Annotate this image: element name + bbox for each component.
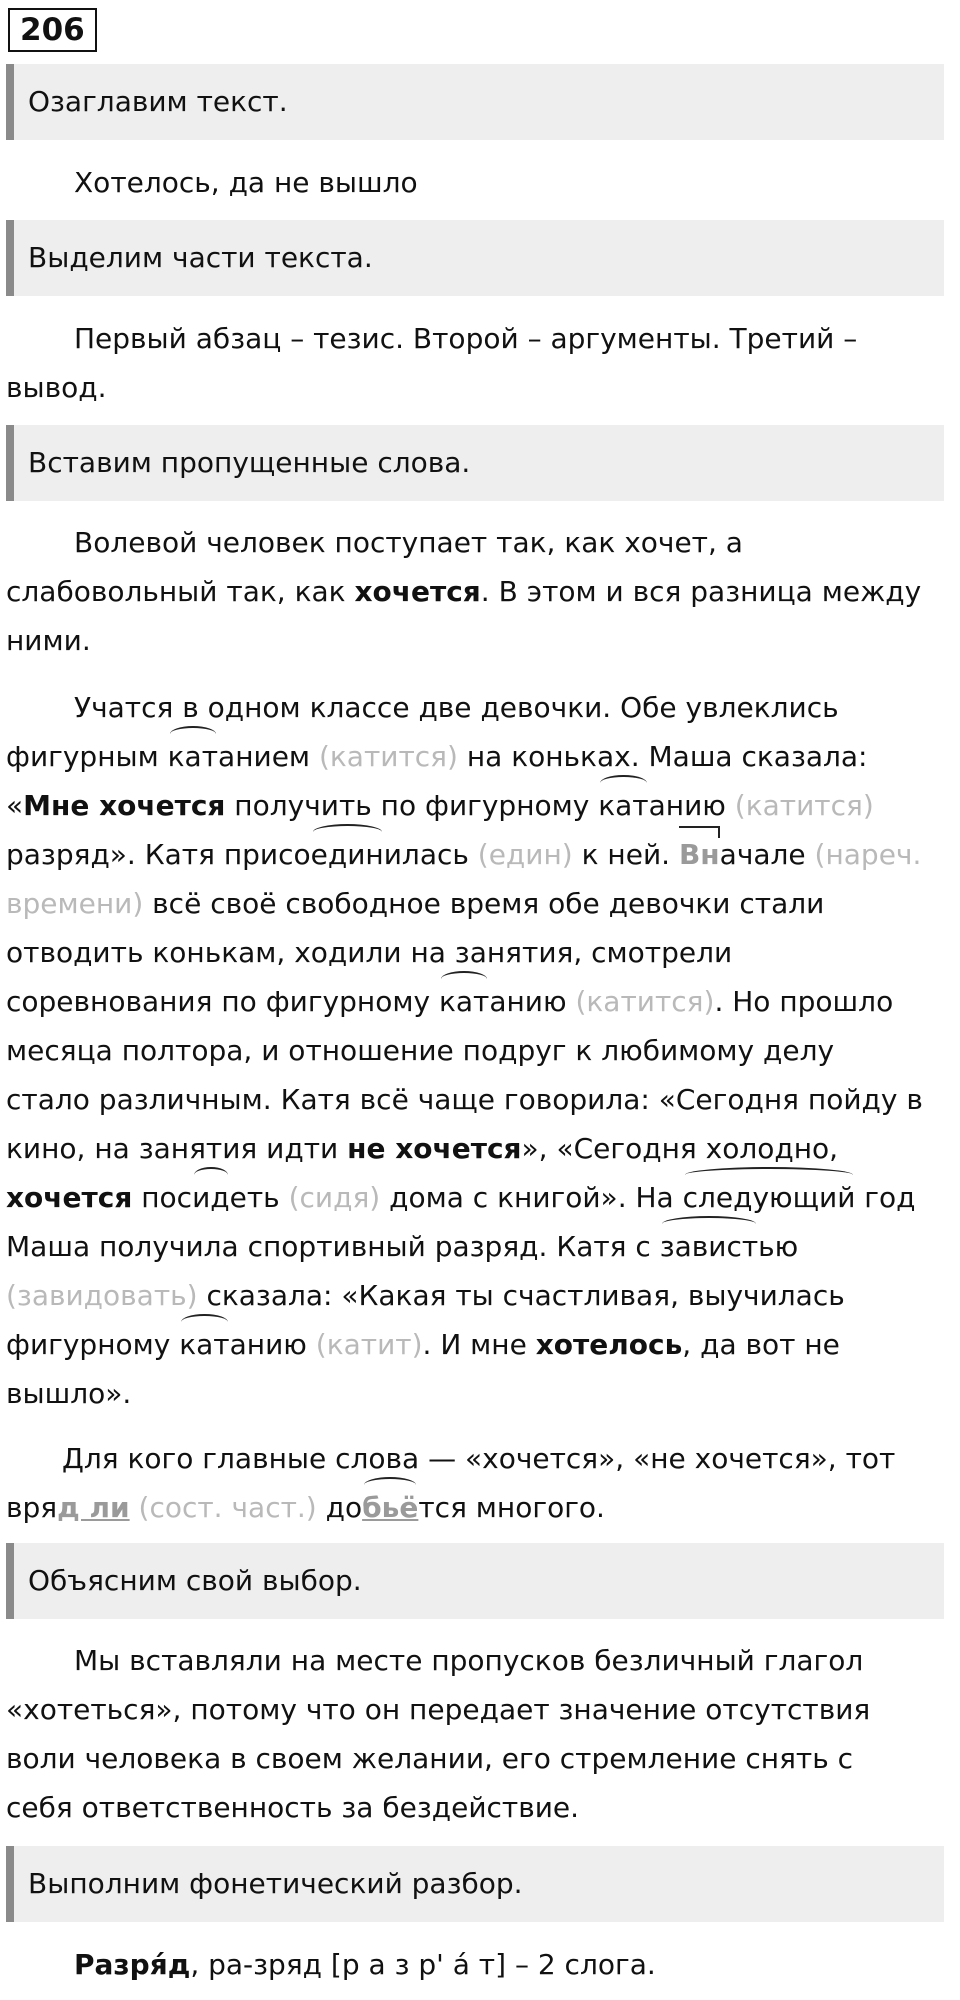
root-mark: следующий	[683, 1173, 856, 1222]
root-mark: кат	[168, 732, 218, 781]
phonetic-word: Разря́д	[74, 1948, 191, 1981]
root-mark: един	[311, 830, 384, 879]
particle-mark: д ли	[57, 1491, 130, 1524]
section-header-parts: Выделим части текста.	[6, 220, 944, 296]
hint: (катит)	[315, 1328, 423, 1361]
section-header-insert: Вставим пропущенные слова.	[6, 425, 944, 501]
title-paragraph	[6, 158, 946, 207]
root-mark: завист	[660, 1222, 758, 1271]
hint: (катится)	[575, 985, 715, 1018]
section-header-phonetic: Выполним фонетический разбор.	[6, 1846, 944, 1922]
hint: (един)	[477, 838, 573, 871]
task-number: 206	[8, 8, 97, 52]
phonetic-paragraph: Разря́д, ра-зряд [р а з р' а́ т] – 2 слога.	[74, 1948, 656, 1981]
prefix-mark: Вн	[679, 830, 720, 879]
hint: (нареч.	[814, 838, 922, 871]
root-mark: ид	[192, 1173, 230, 1222]
section-header-explain: Объясним свой выбор.	[6, 1543, 944, 1619]
hint: (сидя)	[288, 1181, 381, 1214]
title-text: Хотелось, да не вышло	[74, 166, 418, 199]
explain-paragraph: Мы вставляли на месте пропусков безличный глагол «хотеться», потому что он передает значение отсутствия воли человека в своем желании, его стремление снять с себя ответственность за бездействие.	[6, 1644, 871, 1824]
paragraph-2: Учатся в одном классе две девочки. Обе увлеклись фигурным катанием (катится) на коньках. Маша сказала: «Мне хочется получить по фигурному катанию (катится) разряд». Катя присоединилась (един) к ней. Вначале (нареч. времени) всё своё свободное время обе девочки стали отводить конькам, ходили на занятия, смотрели соревнования по фигурному катанию (катится). Но прошло месяца полтора, и отношение подруг к любимому делу стало различным. Катя всё чаще говорила: «Сегодня пойду в кино, на занятия идти не хочется», «Сегодня холодно, хочется посидеть (сидя) дома с книгой». На следующий год Маша получила спортивный разряд. Катя с завистью (завидовать) сказала: «Какая ты счастливая, выучилась фигурному катанию (катит). И мне хотелось, да вот не вышло».	[6, 691, 923, 1410]
hint: (сост. част.)	[138, 1491, 317, 1524]
root-mark: кат	[179, 1320, 229, 1369]
root-mark: кат	[439, 977, 489, 1026]
hint: (катится)	[734, 789, 874, 822]
root-mark: кат	[598, 781, 648, 830]
parts-line-1: Первый абзац – тезис. Второй – аргументы. Третий –	[74, 322, 858, 355]
hint: (катится)	[318, 740, 458, 773]
root-mark: бьё	[362, 1483, 418, 1532]
parts-paragraph	[6, 314, 946, 412]
hint: времени)	[6, 887, 144, 920]
paragraph-1: Волевой человек поступает так, как хочет, а слабовольный так, как хочется. В этом и вся разница между ними.	[6, 526, 922, 657]
section-header-title: Озаглавим текст.	[6, 64, 944, 140]
parts-line-2: вывод.	[6, 371, 107, 404]
paragraph-3: Для кого главные слова — «хочется», «не хочется», тот вряд ли (сост. част.) добьётся многого.	[6, 1434, 946, 1532]
hint: (завидовать)	[6, 1279, 198, 1312]
